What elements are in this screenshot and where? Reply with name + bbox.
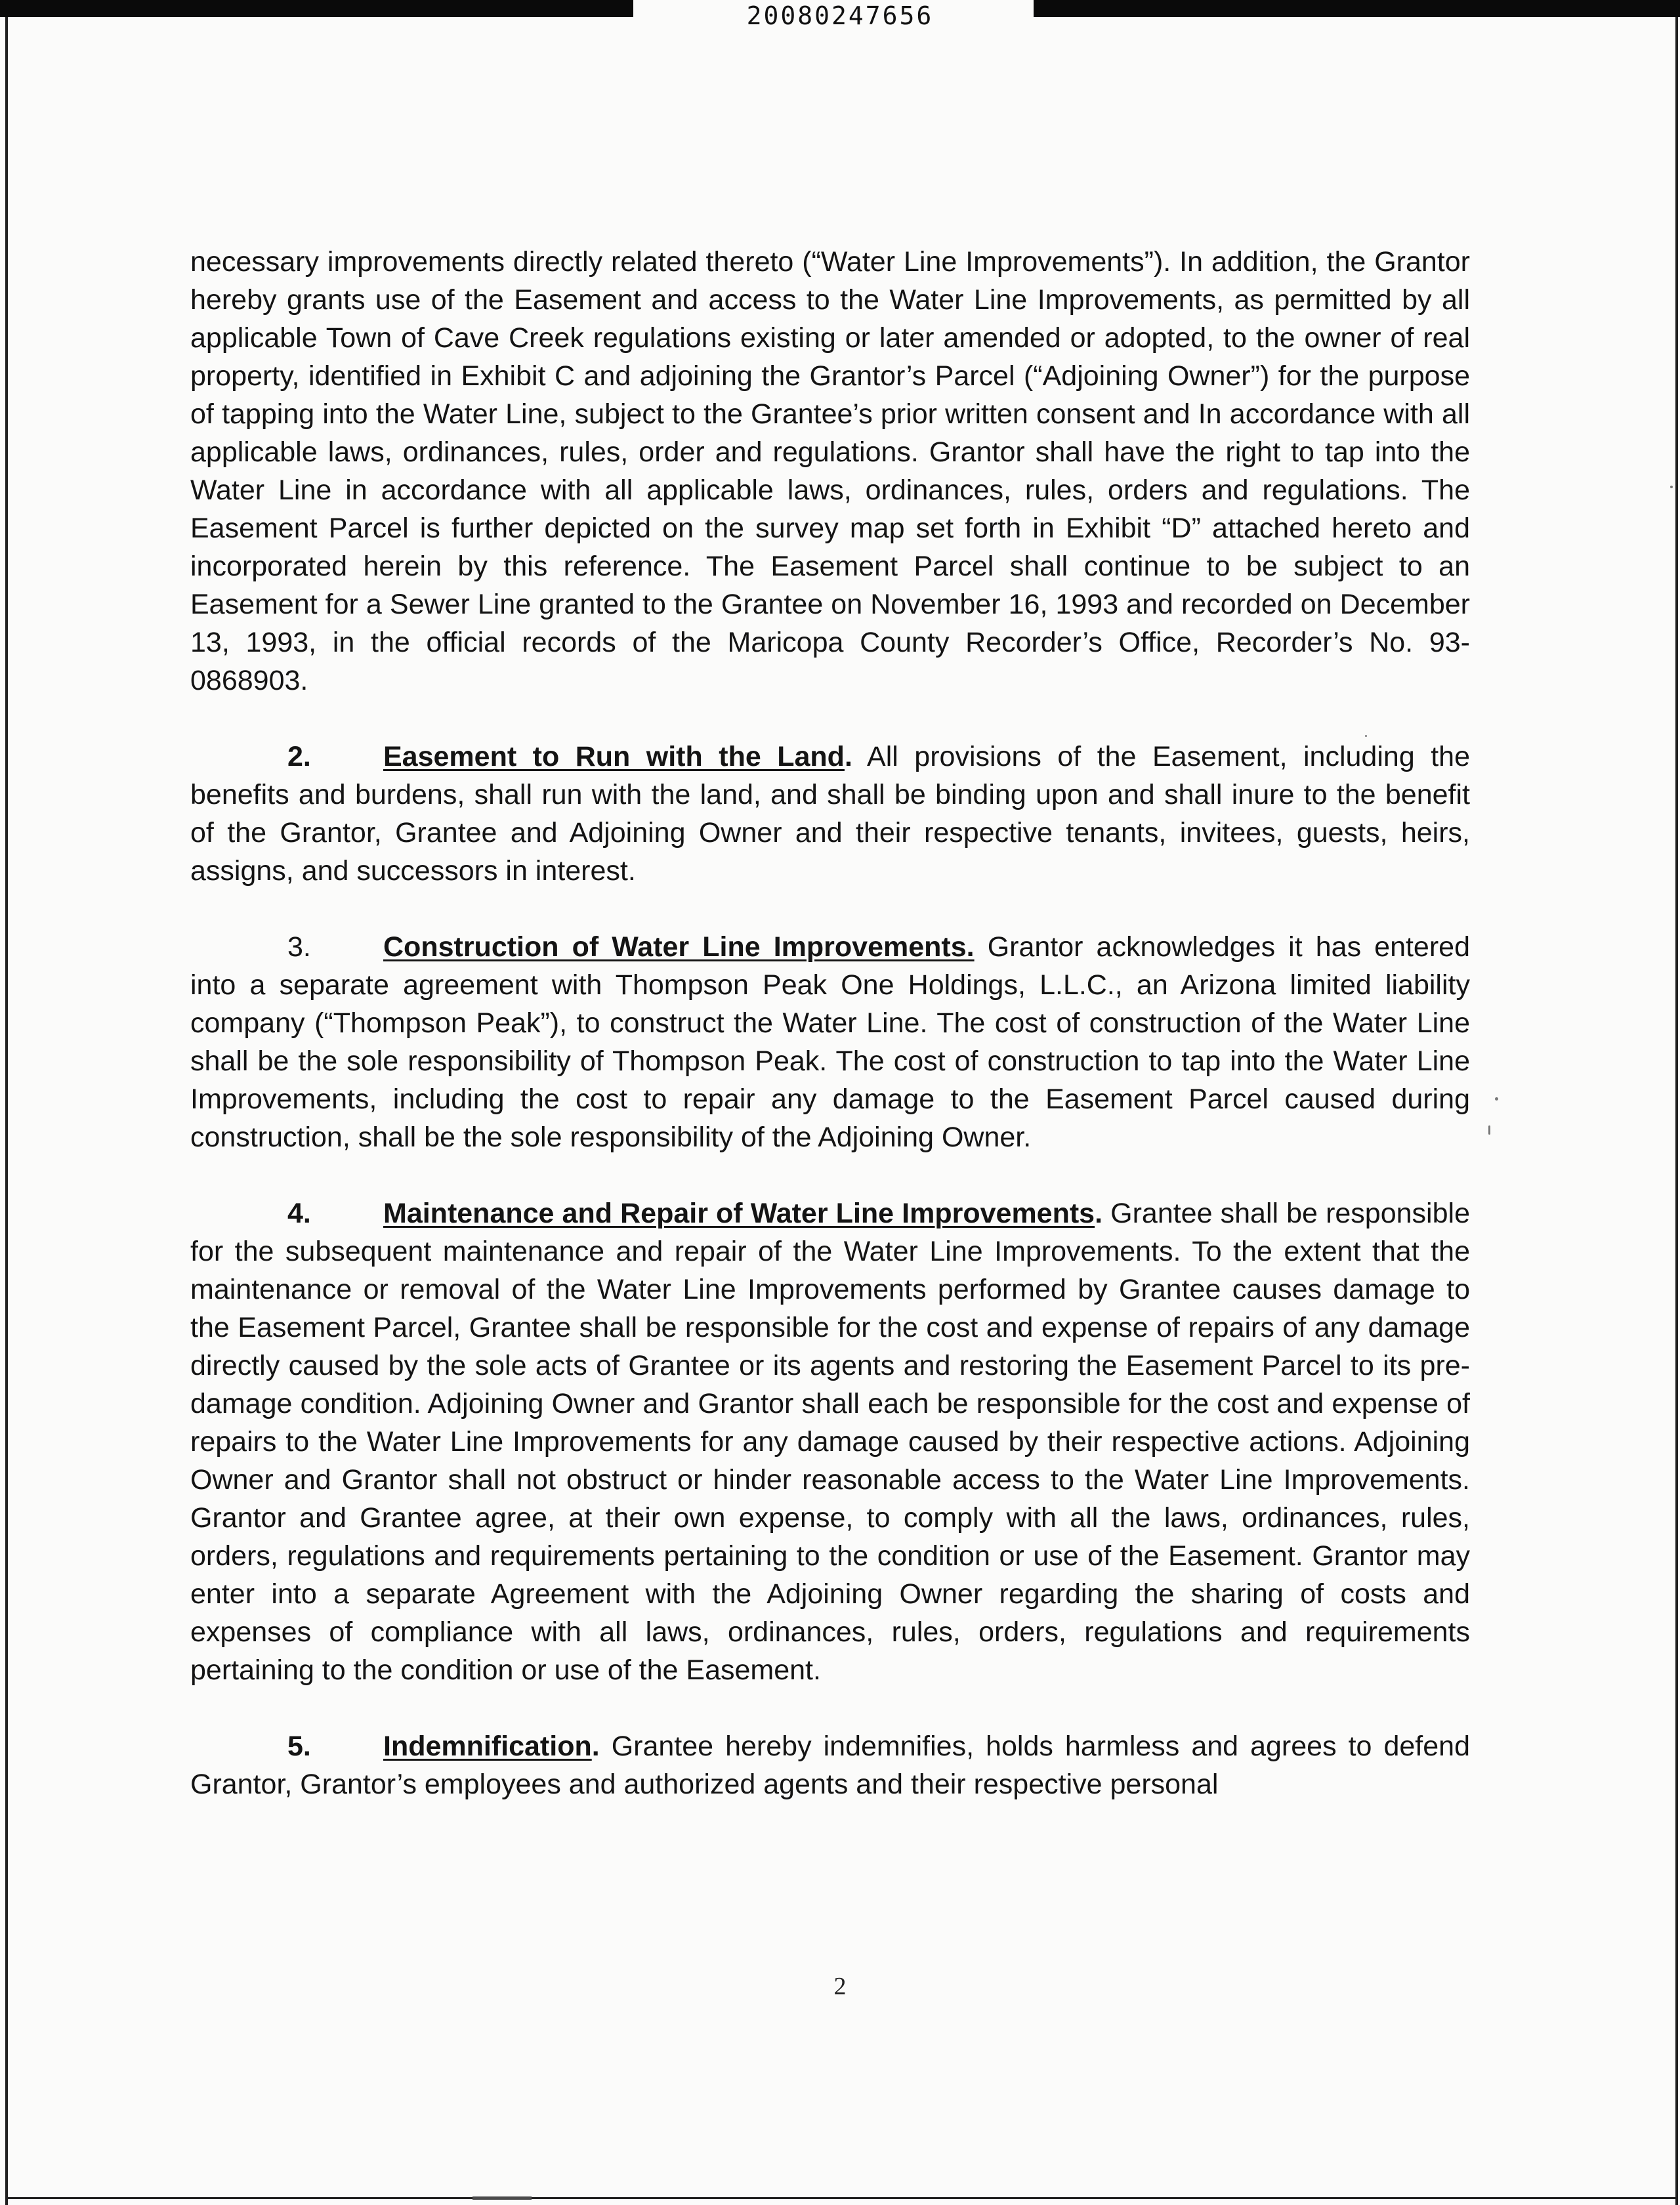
section-5 — [190, 1727, 1470, 1803]
recording-number: 20080247656 — [746, 1, 934, 30]
section-text: Grantee shall be responsible for the subsequent maintenance and repair of the Water Line Improvements. To the extent that the maintenance or removal of the Water Line Improvements performed by Grantee causes damage to the Easement Parcel, Grantee shall be responsible for the cost and expense of repairs of any damage directly caused by the sole acts of Grantee or its agents and restoring the Easement Parcel to its pre-damage condition. Adjoining Owner and Grantor shall each be responsible for the cost and expense of repairs to the Water Line Improvements for any damage caused by their respective actions. Adjoining Owner and Grantor shall not obstruct or hinder reasonable access to the Water Line Improvements. Grantor and Grantee agree, at their own expense, to comply with all the laws, ordinances, rules, orders, regulations and requirements pertaining to the condition or use of the Easement. Grantor may enter into a separate Agreement with the Adjoining Owner regarding the sharing of costs and expenses of compliance with all laws, ordinances, rules, orders, regulations and requirements pertaining to the condition or use of the Easement. — [190, 1198, 1470, 1686]
section-number: 4. — [287, 1198, 311, 1229]
scan-speck — [1495, 1097, 1498, 1101]
section-4 — [190, 1194, 1470, 1689]
section-heading: Indemnification — [383, 1731, 592, 1762]
scan-edge-bottom — [8, 2197, 1675, 2199]
section-2 — [190, 738, 1470, 890]
document-body — [190, 243, 1470, 1841]
section-heading: Construction of Water Line Improvements. — [383, 931, 975, 963]
section-text: All provisions of the Easement, including the benefits and burdens, shall run with the land, and shall be binding upon and shall inure to the benefit of the Grantor, Grantee and Adjoining Owner and their respective tenants, invitees, guests, heirs, assigns, and successors in interest. — [190, 741, 1470, 887]
section-number: 2. — [287, 741, 311, 772]
paragraph-1-continuation — [190, 243, 1470, 700]
page-number: 2 — [833, 1973, 847, 2000]
section-text: Grantee hereby indemnifies, holds harmless and agrees to defend Grantor, Grantor’s employees and authorized agents and their respective personal — [190, 1731, 1470, 1800]
section-number: 3. — [287, 931, 311, 963]
scan-speck — [1488, 1125, 1490, 1135]
section-heading-period: . — [844, 741, 852, 772]
section-text: Grantor acknowledges it has entered into a separate agreement with Thompson Peak One Holdings, L.L.C., an Arizona limited liability company (“Thompson Peak”), to construct the Water Line. The cost of construction of the Water Line shall be the sole responsibility of Thompson Peak. The cost of construction to tap into the Water Line Improvements, including the cost to repair any damage to the Easement Parcel caused during construction, shall be the sole responsibility of the Adjoining Owner. — [190, 931, 1470, 1153]
scan-edge-left — [5, 17, 8, 2205]
scan-edge-bottom-mark — [472, 2196, 532, 2200]
scan-speck — [1670, 486, 1673, 488]
scan-edge-right — [1675, 17, 1678, 2205]
section-number: 5. — [287, 1731, 311, 1762]
section-heading-period: . — [591, 1731, 600, 1762]
section-heading: Easement to Run with the Land — [383, 741, 845, 772]
section-3 — [190, 928, 1470, 1156]
section-heading-period: . — [1095, 1198, 1103, 1229]
paragraph-text: necessary improvements directly related thereto (“Water Line Improvements”). In addition, the Grantor hereby grants use of the Easement and access to the Water Line Improvements, as permitted by all applicable Town of Cave Creek regulations existing or later amended or adopted, to the owner of real property, identified in Exhibit C and adjoining the Grantor’s Parcel (“Adjoining Owner”) for the purpose of tapping into the Water Line, subject to the Grantee’s prior written consent and In accordance with all applicable laws, ordinances, rules, order and regulations. Grantor shall have the right to tap into the Water Line in accordance with all applicable laws, ordinances, rules, orders and regulations. The Easement Parcel is further depicted on the survey map set forth in Exhibit “D” attached hereto and incorporated herein by this reference. The Easement Parcel shall continue to be subject to an Easement for a Sewer Line granted to the Grantee on November 16, 1993 and recorded on December 13, 1993, in the official records of the Maricopa County Recorder’s Office, Recorder’s No. 93-0868903. — [190, 246, 1470, 696]
section-heading: Maintenance and Repair of Water Line Improvements — [383, 1198, 1095, 1229]
